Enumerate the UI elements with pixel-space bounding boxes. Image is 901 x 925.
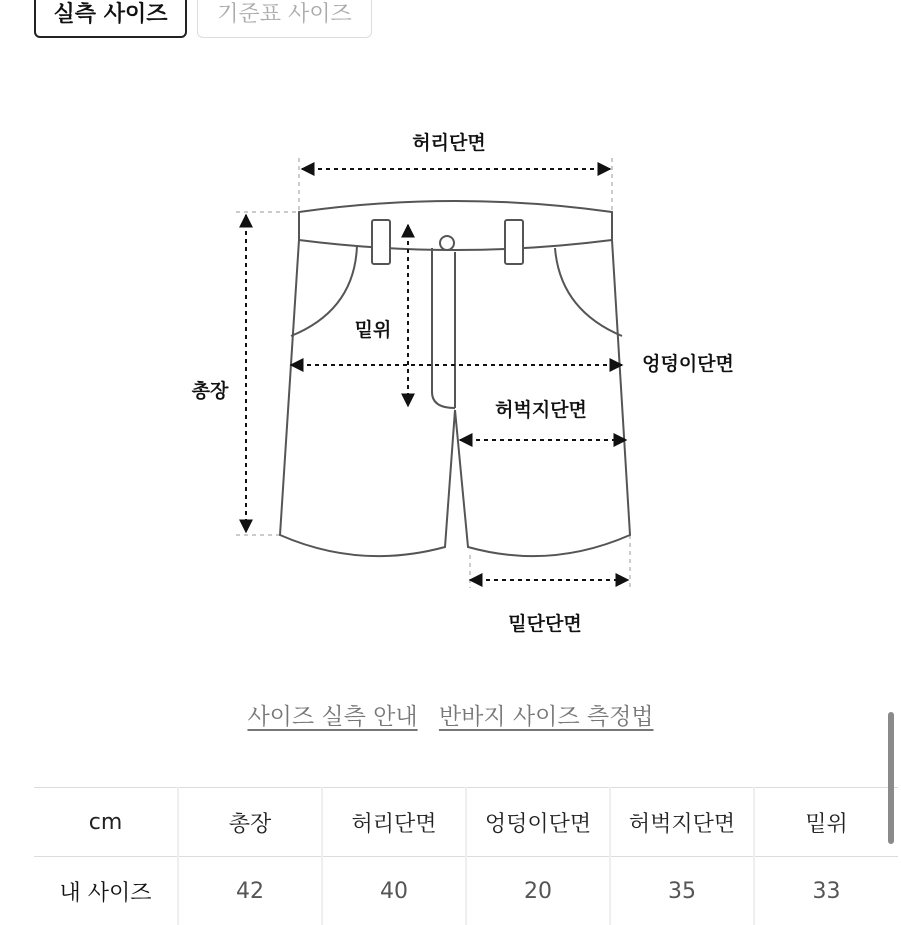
label-total-length: 총장	[192, 379, 229, 402]
label-rise: 밑위	[355, 318, 392, 341]
label-thigh: 허벅지단면	[495, 398, 587, 421]
col-header: 총장	[178, 788, 322, 857]
col-header: 허리단면	[322, 788, 466, 857]
table-row	[34, 857, 898, 925]
size-table	[34, 787, 898, 925]
label-hem: 밑단단면	[508, 612, 581, 635]
cell-value: 20	[466, 857, 610, 925]
measure-method-link[interactable]: 반바지 사이즈 측정법	[439, 704, 654, 730]
size-guide-link[interactable]: 사이즈 실측 안내	[247, 704, 417, 730]
col-header: cm	[34, 788, 178, 857]
tab-actual-size[interactable]: 실측 사이즈	[34, 0, 187, 38]
shorts-measurement-diagram	[0, 100, 901, 660]
row-label: 내 사이즈	[34, 857, 178, 925]
table-header-row	[34, 788, 898, 857]
cell-value: 35	[610, 857, 754, 925]
col-header: 밑위	[754, 788, 898, 857]
shorts-outline	[280, 201, 630, 556]
label-waist: 허리단면	[412, 131, 485, 154]
label-hip: 엉덩이단면	[642, 352, 734, 375]
size-links	[0, 698, 901, 731]
measure-arrows	[246, 169, 628, 580]
col-header: 허벅지단면	[610, 788, 754, 857]
tab-standard-size[interactable]: 기준표 사이즈	[197, 0, 372, 38]
cell-value: 40	[322, 857, 466, 925]
cell-value: 42	[178, 857, 322, 925]
col-header: 엉덩이단면	[466, 788, 610, 857]
scrollbar[interactable]	[888, 712, 894, 844]
cell-value: 33	[754, 857, 898, 925]
